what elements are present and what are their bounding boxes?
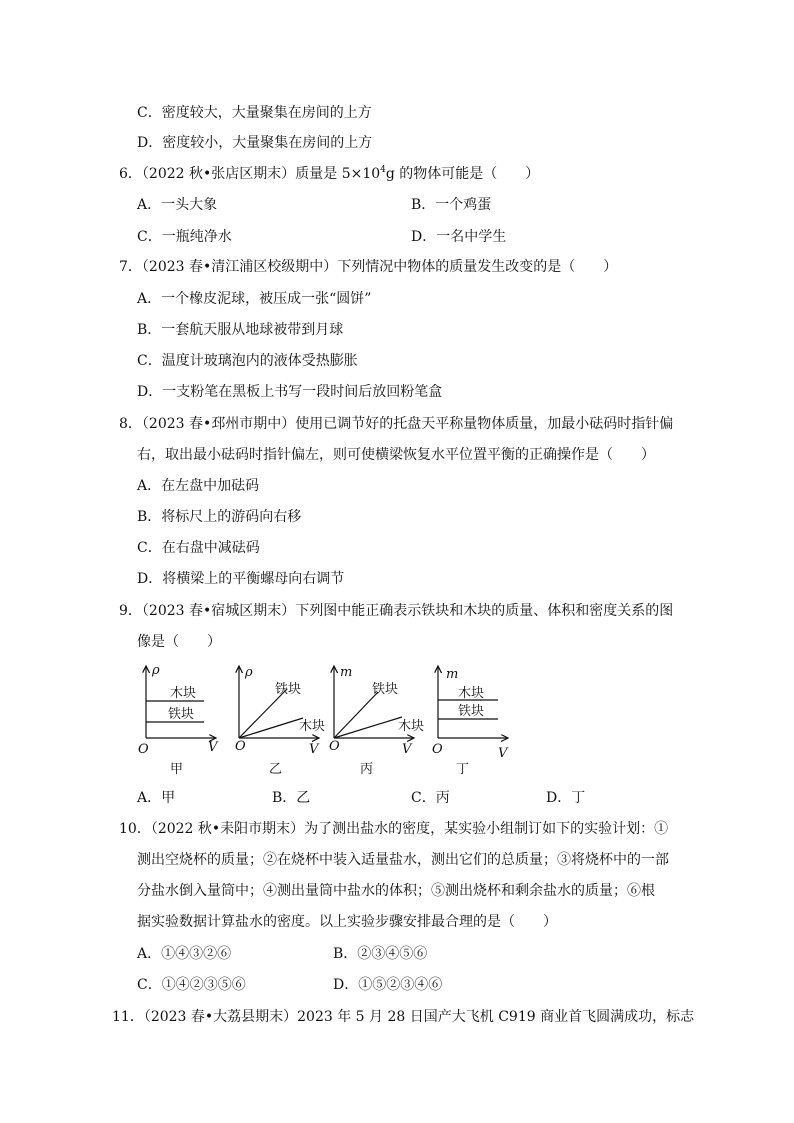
q8-option-a: A．在左盘中加砝码	[137, 478, 260, 494]
graph-ding-ylabel: m	[446, 667, 459, 682]
q7-stem: 7．（2023 春•清江浦区校级期中）下列情况中物体的质量发生改变的是（ ）	[119, 259, 618, 275]
q6-option-a: A．一头大象	[137, 197, 218, 213]
graph-yi-top-label: 铁块	[275, 682, 302, 697]
graph-ding-xlabel: V	[498, 746, 508, 761]
graph-yi-ylabel: ρ	[245, 665, 253, 680]
graph-yi-origin: O	[235, 739, 246, 754]
q11-stem-line1: 11．（2023 春•大荔县期末）2023 年 5 月 28 日国产大飞机 C919 商业首飞圆满成功，标志	[112, 1009, 695, 1025]
graph-ding-caption: 丁	[456, 762, 470, 777]
q9-graph-yi	[229, 662, 329, 777]
q9-graph-jia	[130, 662, 225, 777]
graph-jia-caption: 甲	[170, 762, 184, 777]
q9-graph-ding	[428, 662, 518, 777]
graph-jia-ylabel: ρ	[152, 663, 160, 678]
q10-stem-line1: 10．（2022 秋•耒阳市期末）为了测出盐水的密度，某实验小组制订如下的实验计划：①	[119, 821, 669, 837]
q10-stem-line3: 分盐水倒入量筒中；④测出量筒中盐水的体积；⑤测出烧杯和剩余盐水的质量；⑥根	[137, 883, 655, 899]
q8-option-b: B．将标尺上的游码向右移	[137, 509, 302, 525]
q7-option-a: A．一个橡皮泥球，被压成一张“圆饼”	[137, 291, 372, 307]
graph-bing-top-label: 铁块	[372, 682, 399, 697]
graph-jia-bottom-label: 铁块	[168, 707, 195, 722]
q9-stem-line2: 像是（ ）	[137, 634, 221, 650]
q9-stem-line1: 9．（2023 春•宿城区期末）下列图中能正确表示铁块和木块的质量、体积和密度关系的图	[119, 603, 674, 619]
q6-option-c: C．一瓶纯净水	[137, 229, 232, 245]
q8-option-d: D．将横梁上的平衡螺母向右调节	[137, 571, 345, 587]
q9-option-d: D．丁	[546, 790, 586, 806]
graph-ding-origin: O	[432, 742, 443, 757]
q5-option-c: C．密度较大，大量聚集在房间的上方	[137, 105, 372, 121]
q5-option-d: D．密度较小，大量聚集在房间的上方	[137, 135, 373, 151]
q10-stem-line4: 据实验数据计算盐水的密度。以上实验步骤安排最合理的是（ ）	[137, 914, 557, 930]
q9-option-a: A．甲	[137, 790, 176, 806]
graph-bing-xlabel: V	[402, 742, 412, 757]
q6-stem: 6．（2022 秋•张店区期末）质量是 $5\times 10^4g$ 的物体可能是（ ）	[119, 165, 540, 182]
graph-jia-origin: O	[138, 742, 149, 757]
q8-stem-line1: 8．（2023 春•邳州市期中）使用已调节好的托盘天平称量物体质量，加最小砝码时指针偏	[119, 416, 674, 432]
graph-bing-ylabel: m	[340, 665, 353, 680]
graph-yi-bottom-label: 木块	[299, 719, 326, 734]
q7-option-b: B．一套航天服从地球被带到月球	[137, 322, 344, 338]
q8-option-c: C．在右盘中减砝码	[137, 540, 260, 556]
q10-option-c: C．①④②③⑤⑥	[137, 977, 246, 993]
q10-stem-line2: 测出空烧杯的质量；②在烧杯中装入适量盐水，测出它们的总质量；③将烧杯中的一部	[137, 852, 669, 868]
graph-ding-top-label: 木块	[458, 686, 485, 701]
graph-bing-caption: 丙	[360, 762, 374, 777]
graph-ding-bottom-label: 铁块	[458, 704, 485, 719]
q10-option-a: A．①④③②⑥	[137, 946, 232, 962]
graph-yi-xlabel: V	[309, 742, 319, 757]
q7-option-d: D．一支粉笔在黑板上书写一段时间后放回粉笔盒	[137, 384, 443, 400]
q6-option-b: B．一个鸡蛋	[411, 197, 492, 213]
graph-jia-xlabel: V	[208, 740, 218, 755]
q9-graph-bing	[326, 662, 426, 777]
q10-option-b: B．②③④⑤⑥	[333, 946, 428, 962]
q9-option-c: C．丙	[411, 790, 450, 806]
q8-stem-line2: 右，取出最小砝码时指针偏左，则可使横梁恢复水平位置平衡的正确操作是（ ）	[137, 447, 655, 463]
q10-option-d: D．①⑤②③④⑥	[333, 977, 443, 993]
graph-jia-top-label: 木块	[170, 686, 197, 701]
q9-option-b: B．乙	[272, 790, 311, 806]
q7-option-c: C．温度计玻璃泡内的液体受热膨胀	[137, 353, 358, 369]
graph-bing-bottom-label: 木块	[398, 719, 425, 734]
graph-yi-caption: 乙	[269, 762, 283, 777]
graph-bing-origin: O	[329, 739, 340, 754]
q6-option-d: D．一名中学生	[411, 229, 507, 245]
